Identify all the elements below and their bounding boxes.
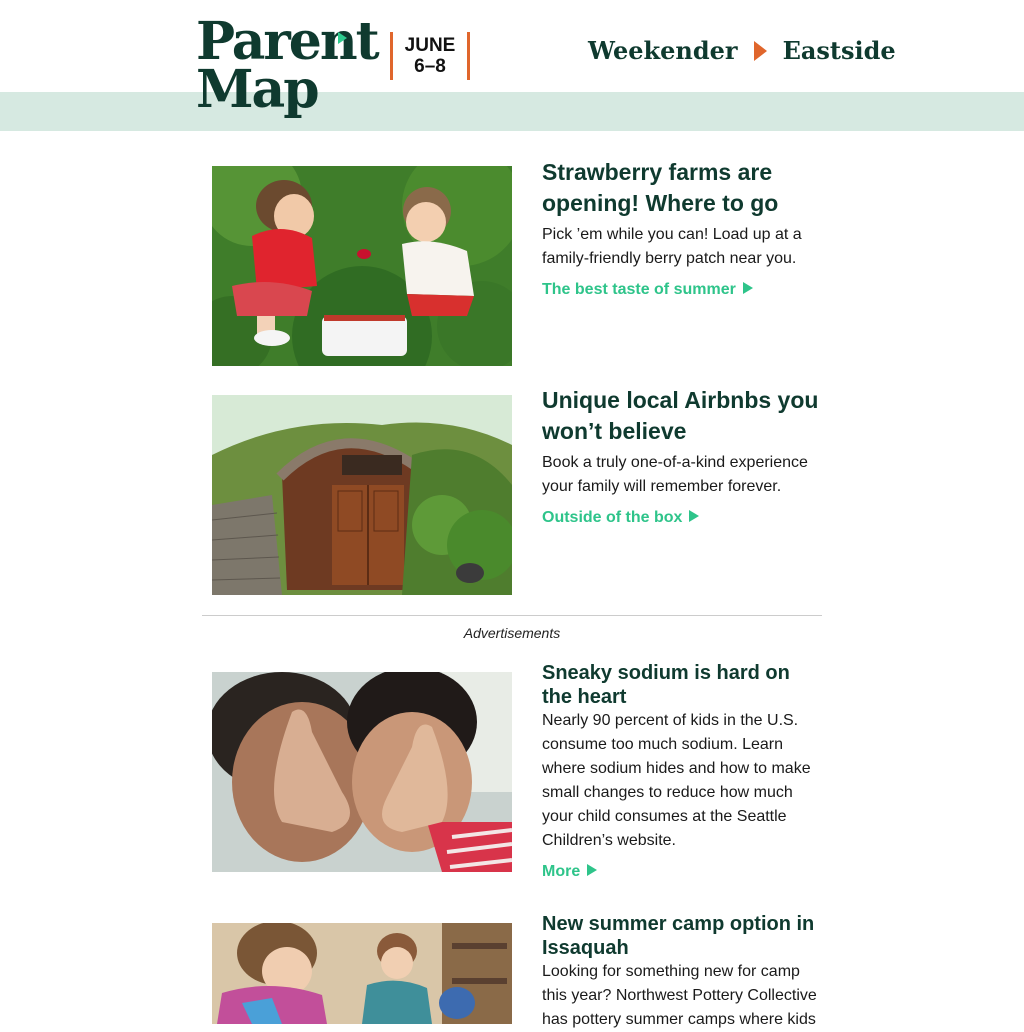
date-badge: [390, 32, 470, 80]
edition-name: Weekender: [588, 36, 738, 65]
ad-text: [542, 661, 824, 881]
article-link-label: Outside of the box: [542, 509, 683, 526]
article-text: [542, 385, 824, 527]
article-description: Book a truly one-of-a-kind experience your family will remember forever.: [542, 454, 808, 495]
edition-arrow-icon: [754, 41, 767, 61]
newsletter-header: [0, 0, 1024, 131]
article-title[interactable]: Strawberry farms are opening! Where to go: [542, 159, 779, 216]
ad-summer-camp: [212, 913, 824, 1028]
ad-title[interactable]: Sneaky sodium is hard on the heart: [542, 662, 790, 708]
ad-link-label: More: [542, 863, 581, 880]
article-description: Pick ’em while you can! Load up at a family-friendly berry patch near you.: [542, 226, 802, 267]
pottery-kids-photo[interactable]: [212, 923, 512, 1024]
header-band: [0, 92, 1024, 131]
edition-title: [588, 36, 896, 65]
ad-description: Looking for something new for camp this year? Northwest Pottery Collective has pottery summer camps where kids: [542, 963, 817, 1028]
article-airbnb: [212, 387, 824, 595]
logo-line1: Parent: [196, 11, 378, 72]
edition-region: Eastside: [782, 36, 896, 65]
ad-description: Nearly 90 percent of kids in the U.S. consume too much sodium. Learn where sodium hides and how to make small changes to reduce how much your child consumes at the Seattle Children’s website.: [542, 712, 811, 849]
article-text: [542, 157, 824, 299]
article-title[interactable]: Unique local Airbnbs you won’t believe: [542, 387, 819, 444]
logo-line2: Map: [196, 59, 318, 120]
ad-title[interactable]: New summer camp option in Issaquah: [542, 913, 815, 959]
play-arrow-icon: [743, 282, 753, 294]
section-divider: [202, 615, 822, 616]
date-month: JUNE: [404, 35, 456, 56]
article-link[interactable]: [542, 509, 699, 527]
ad-link[interactable]: [542, 863, 597, 881]
play-arrow-icon: [587, 864, 597, 876]
logo-play-icon: [338, 32, 347, 44]
ad-text: [542, 912, 824, 1032]
strawberry-photo[interactable]: [212, 166, 512, 366]
article-strawberry: [212, 159, 824, 366]
hobbit-house-photo[interactable]: [212, 395, 512, 595]
play-arrow-icon: [689, 510, 699, 522]
heart-hands-photo[interactable]: [212, 672, 512, 872]
article-link-label: The best taste of summer: [542, 281, 736, 298]
advertisements-label: Advertisements: [463, 625, 561, 641]
date-range: 6–8: [414, 56, 446, 77]
article-link[interactable]: [542, 281, 753, 299]
ad-sodium: [212, 662, 824, 880]
